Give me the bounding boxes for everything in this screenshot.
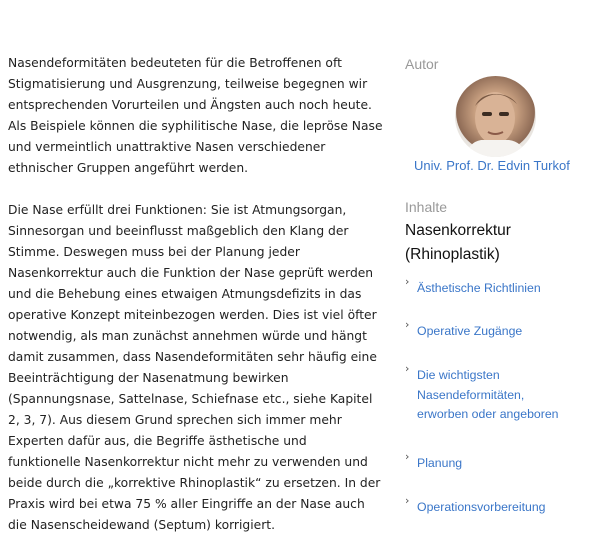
toc-link[interactable]: Operationsvorbereitung: [417, 500, 546, 514]
article-paragraph: Nasendeformitäten bedeuteten für die Betroffenen oft Stigmatisierung und Ausgrenzung, teilweise begegnen wir entsprechenden Vorurteilen und Ängsten auch noch heute. Als Beispiele können die syphilitische Nase, die lepröse Nase und vermeintlich unattraktive Nasen verschiedener ethnischer Gruppen angeführt werden.: [8, 56, 383, 175]
author-avatar[interactable]: [455, 76, 536, 157]
author-photo-icon: [455, 76, 536, 157]
article-body: [8, 53, 383, 536]
contents-title: Nasenkorrektur (Rhinoplastik): [405, 222, 511, 263]
chevron-right-icon: ›: [405, 318, 410, 331]
author-name-link[interactable]: Univ. Prof. Dr. Edvin Turkof: [414, 158, 570, 173]
contents-label: Inhalte: [405, 199, 448, 215]
toc-link[interactable]: Ästhetische Richtlinien: [417, 281, 541, 295]
chevron-right-icon: ›: [405, 275, 410, 288]
toc-link[interactable]: Operative Zugänge: [417, 324, 523, 338]
author-label: Autor: [405, 56, 439, 72]
chevron-right-icon: ›: [405, 494, 410, 507]
toc-link[interactable]: Die wichtigsten Nasendeformitäten, erworben oder angeboren: [417, 368, 559, 421]
chevron-right-icon: ›: [405, 362, 410, 375]
chevron-right-icon: ›: [405, 450, 410, 463]
toc-link[interactable]: Planung: [417, 456, 463, 470]
article-paragraph: Die Nase erfüllt drei Funktionen: Sie ist Atmungsorgan, Sinnesorgan und beeinflusst maßgeblich den Klang der Stimme. Deswegen muss bei der Planung jeder Nasenkorrektur auch die Funktion der Nase geprüft werden und die Behebung eines etwaigen Atmungsdefizits in das operative Konzept miteinbezogen werden. Dies ist viel öfter notwendig, als man zunächst annehmen würde und hängt damit zusammen, dass Nasendeformitäten sehr häufig eine Beeinträchtigung der Nasenatmung bewirken (Spannungsnase, Sattelnase, Schiefnase etc., siehe Kapitel 2, 3, 7). Aus diesem Grund sprechen sich immer mehr Experten dafür aus, die Begriffe ästhetische und funktionelle Nasenkorrektur nicht mehr zu verwenden und beide durch die „korrektive Rhinoplastik“ zu ersetzen. In der Praxis wird bei etwa 75 % aller Eingriffe an der Nase auch die Nasenscheidewand (Septum) korrigiert.: [8, 203, 381, 532]
